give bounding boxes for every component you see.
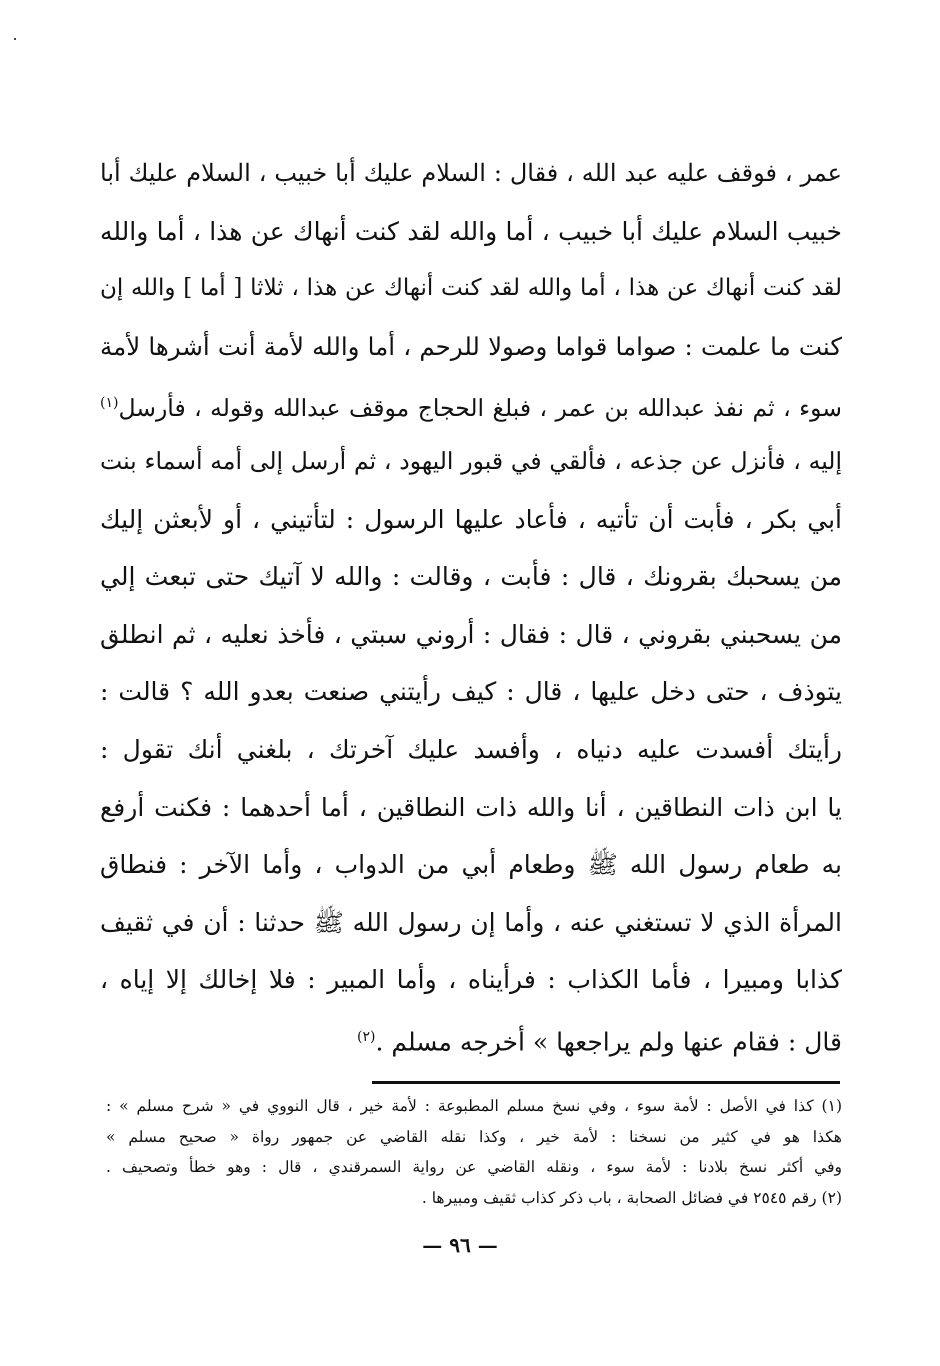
text-line-6: إليه ، فأنزل عن جذعه ، فألقي في قبور اليهود ، ثم أرسل إلى أمه أسماء بنت: [100, 446, 842, 475]
text-line-5-content: سوء ، ثم نفذ عبدالله بن عمر ، فبلغ الحجاج موقف عبدالله وقوله ، فأرسل: [118, 394, 842, 423]
text-line-16-content: قال : فقام عنها ولم يراجعها » أخرجه مسلم .: [375, 1027, 842, 1057]
text-line-9: من يسحبني بقروني ، قال : فقال : أروني سبتي ، فأخذ نعليه ، ثم انطلق: [100, 619, 842, 649]
text-line-1: عمر ، فوقف عليه عبد الله ، فقال : السلام عليك أبا خبيب ، السلام عليك أبا: [100, 159, 842, 187]
text-line-15: كذابا ومبيرا ، فأما الكذاب : فرأيناه ، وأما المبير : فلا إخالك إلا إياه ،: [100, 965, 842, 995]
main-text: [100, 145, 842, 1067]
footnotes: [106, 1091, 842, 1213]
page-number: — ٩٦ —: [422, 1233, 498, 1257]
footnote-ref-1: (١): [100, 395, 119, 412]
footnote-line-1: (١) كذا في الأصل : لأمة سوء ، وفي نسخ مسلم المطبوعة : لأمة خير ، قال النووي في « شرح مسلم » :: [106, 1097, 842, 1115]
text-line-10: يتوذف ، حتى دخل عليها ، قال : كيف رأيتني صنعت بعدو الله ؟ قالت :: [100, 677, 842, 707]
footnote-ref-2: (٢): [356, 1028, 376, 1045]
footnote-line-2: هكذا هو في كثير من نسخنا : لأمة خير ، وكذا نقله القاضي عن جمهور رواة « صحيح مسلم »: [106, 1127, 842, 1146]
text-line-13: به طعام رسول الله ﷺ وطعام أبي من الدواب ، وأما الآخر : فنطاق: [100, 850, 842, 880]
text-line-4: كنت ما علمت : صواما قواما وصولا للرحم ، أما والله لأمة أنت أشرها لأمة: [100, 331, 842, 361]
text-line-11: رأيتك أفسدت عليه دنياه ، وأفسد عليك آخرتك ، بلغني أنك تقول :: [100, 734, 842, 764]
text-line-7: أبي بكر ، فأبت أن تأتيه ، فأعاد عليها الرسول : لتأتيني ، أو لأبعثن إليك: [100, 504, 842, 534]
text-line-3: لقد كنت أنهاك عن هذا ، أما والله لقد كنت أنهاك عن هذا ، ثلاثا [ أما ] والله إن: [100, 275, 842, 302]
text-line-14: المرأة الذي لا تستغني عنه ، وأما إن رسول الله ﷺ حدثنا : أن في ثقيف: [100, 907, 842, 937]
footnote-line-3: وفي أكثر نسخ بلادنا : لأمة سوء ، ونقله القاضي عن رواية السمرقندي ، قال : وهو خطأ وتصحيف .: [106, 1158, 842, 1176]
text-line-16: [100, 1009, 842, 1067]
scan-mark: [14, 38, 16, 40]
text-line-12: يا ابن ذات النطاقين ، أنا والله ذات النطاقين ، أما أحدهما : فكنت أرفع: [100, 792, 842, 822]
text-line-2: خبيب السلام عليك أبا خبيب ، أما والله لقد كنت أنهاك عن هذا ، أما والله: [100, 216, 842, 246]
text-line-8: من يسحبك بقرونك ، قال : فأبت ، وقالت : والله لا آتيك حتى تبعث إلي: [100, 562, 842, 592]
footnote-line-4: (٢) رقم ٢٥٤٥ في فضائل الصحابة ، باب ذكر كذاب ثقيف ومبيرها .: [421, 1188, 842, 1207]
text-line-5: [100, 375, 842, 433]
footnote-divider: [372, 1081, 840, 1084]
